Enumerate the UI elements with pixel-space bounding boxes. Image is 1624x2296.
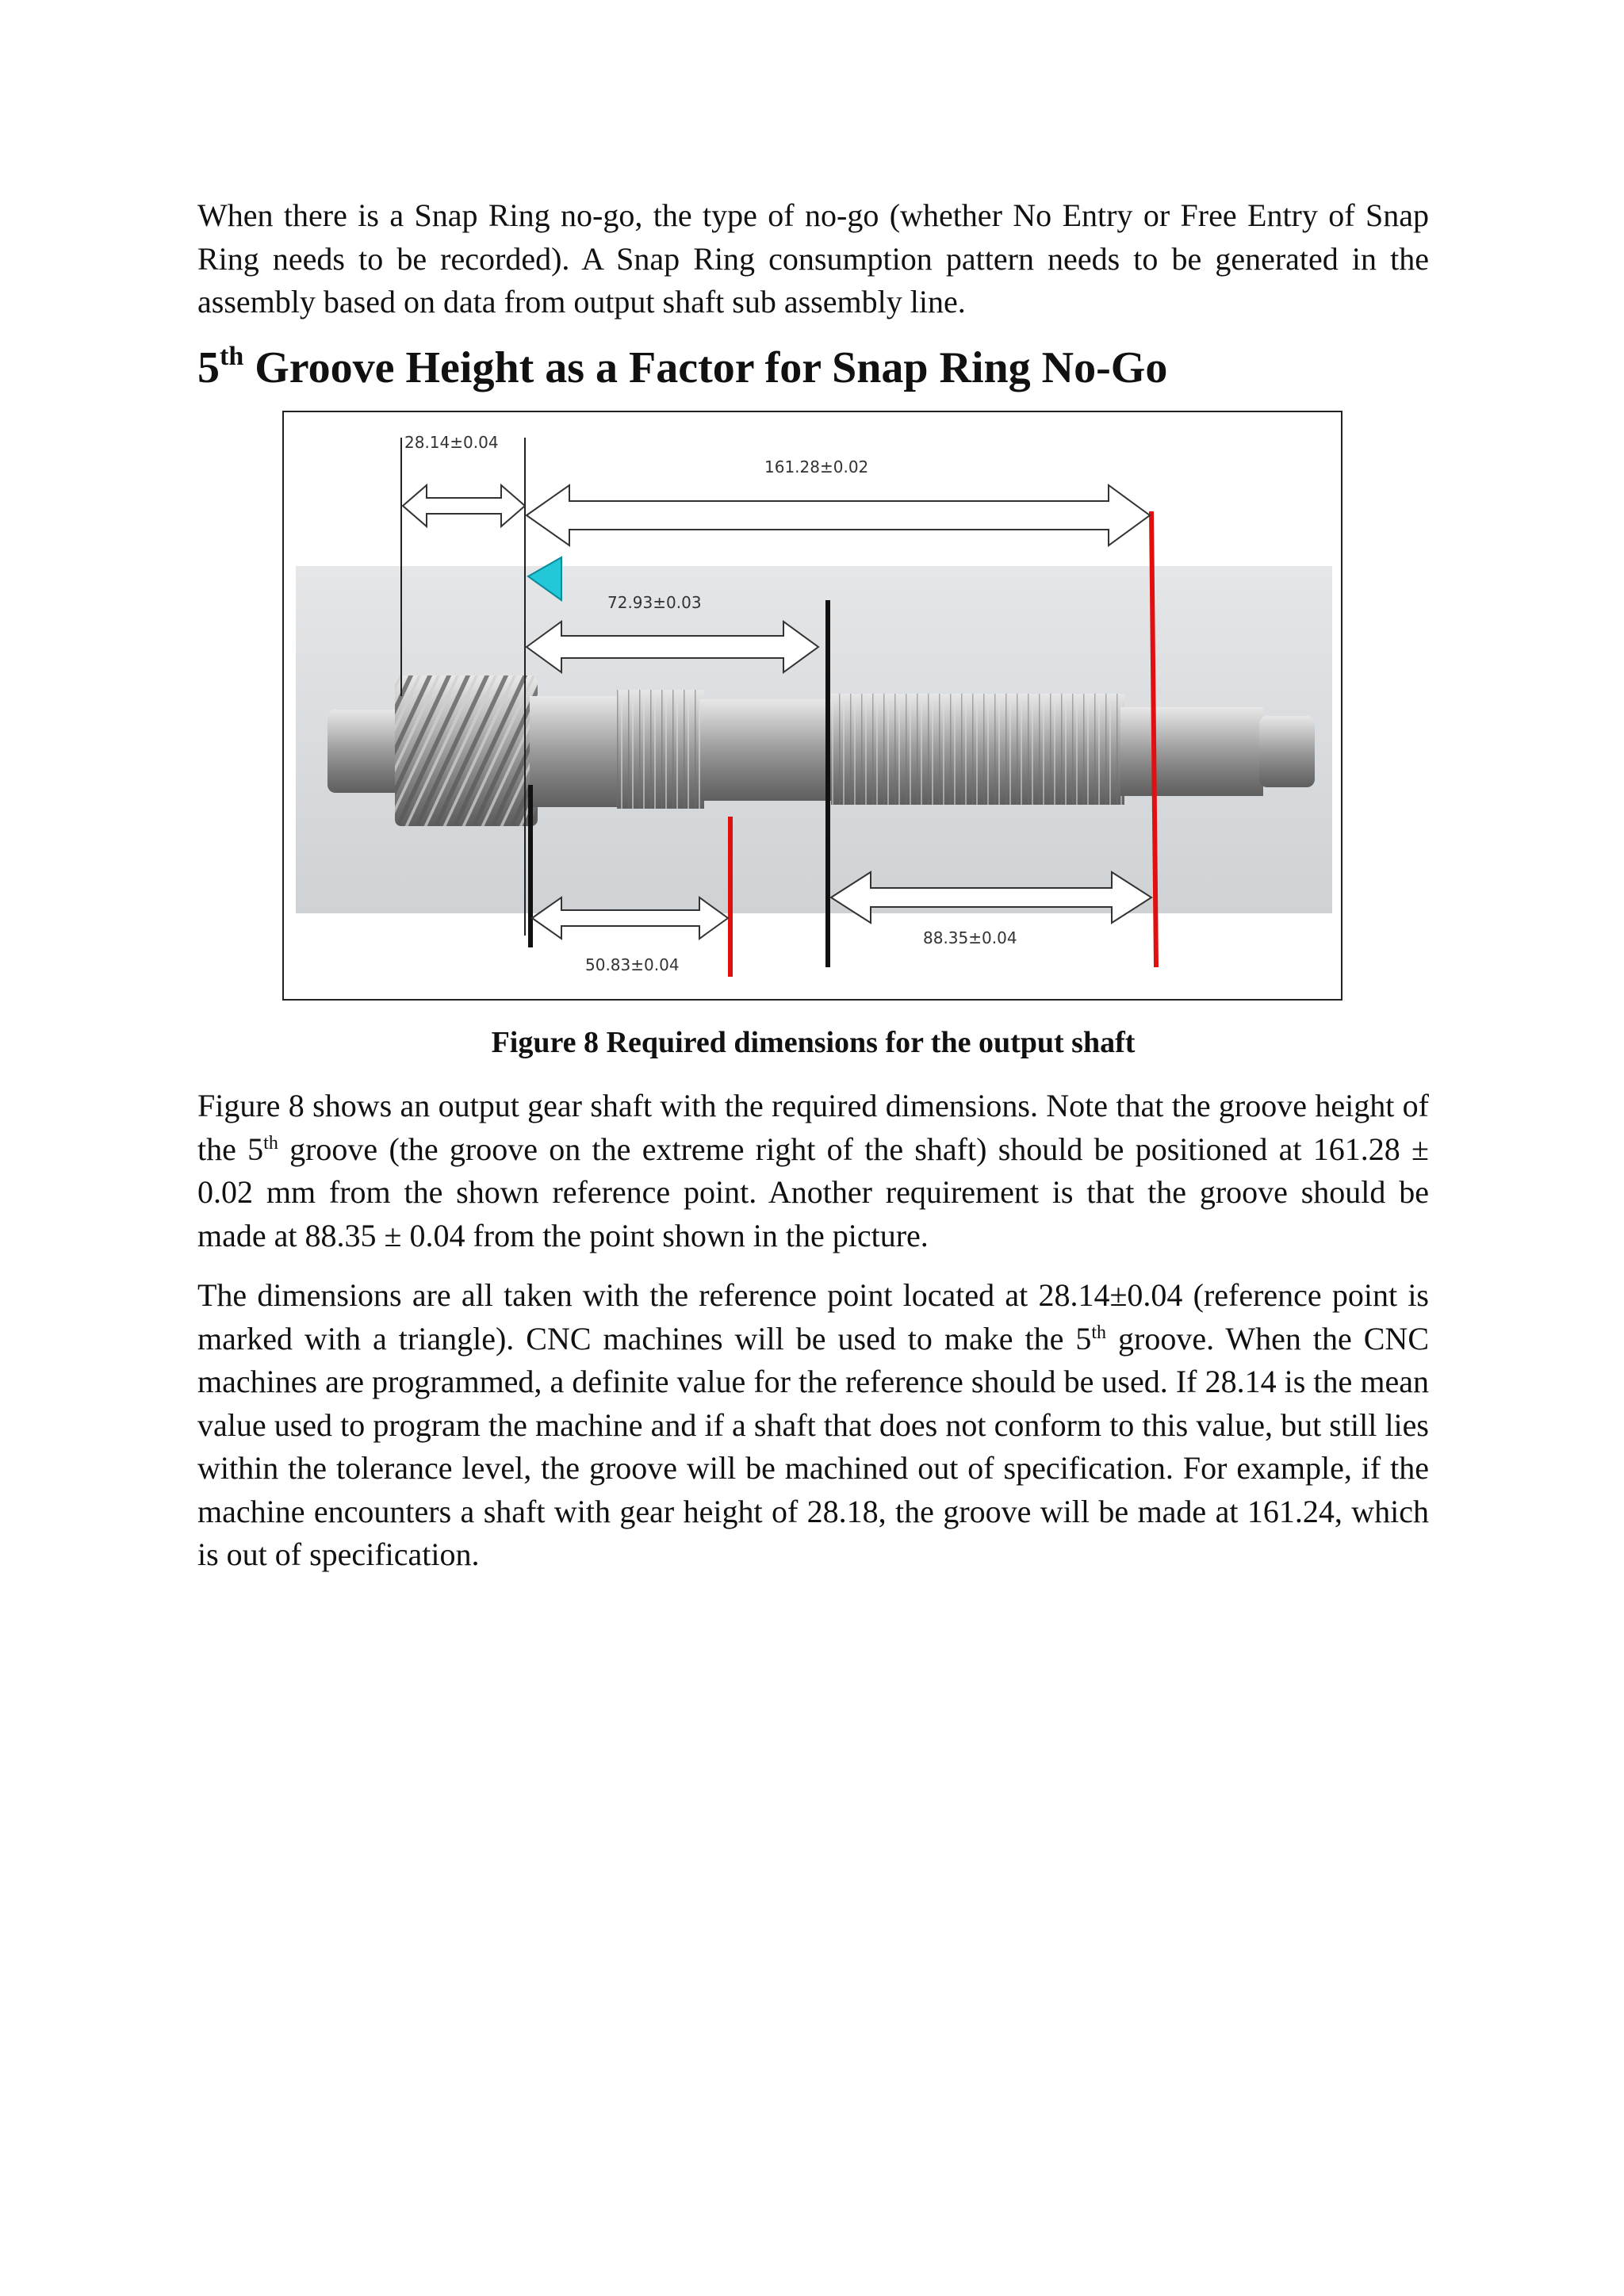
shaft-right-section xyxy=(1120,707,1263,796)
shaft-collar xyxy=(530,696,625,807)
dimension-arrow-161-28 xyxy=(527,485,1150,545)
paragraph3-superscript: th xyxy=(1091,1322,1107,1343)
dimension-label-161-28: 161.28±0.02 xyxy=(764,457,869,476)
dimension-label-28-14: 28.14±0.04 xyxy=(404,433,499,452)
figure-caption: Figure 8 Required dimensions for the output shaft xyxy=(491,1026,1136,1059)
paragraph2-superscript: th xyxy=(263,1132,278,1154)
heading-title: Groove Height as a Factor for Snap Ring No-Go xyxy=(255,343,1168,392)
section-heading xyxy=(197,336,1167,400)
output-shaft-drawing xyxy=(284,412,1342,1001)
heading-ordinal-suffix: th xyxy=(220,342,244,371)
reference-point-paragraph xyxy=(197,1274,1429,1577)
dimension-label-50-83: 50.83±0.04 xyxy=(585,955,680,974)
intro-paragraph: When there is a Snap Ring no-go, the type of no-go (whether No Entry or Free Entry of Snap Ring needs to be recorded). A Snap Ring consumption pattern needs to be generated in the assembly based on data from output shaft sub assembly line. xyxy=(197,197,1429,320)
heading-ordinal: 5 xyxy=(197,343,220,392)
dimension-arrow-28-14 xyxy=(403,485,525,526)
shaft-right-journal xyxy=(1259,716,1315,787)
figure-description-paragraph xyxy=(197,1085,1429,1257)
dimension-label-88-35: 88.35±0.04 xyxy=(923,928,1017,947)
shaft-middle-section xyxy=(700,699,835,801)
paragraph2-text-end: groove (the groove on the extreme right of the shaft) should be positioned at 161.28 ± 0.02 mm from the shown reference point. Another requirement is that the groove should be made at 88.35 ± 0.04 from the point shown in the picture. xyxy=(197,1131,1430,1253)
output-shaft-figure xyxy=(282,411,1342,1001)
dimension-label-72-93: 72.93±0.03 xyxy=(607,593,702,612)
paragraph3-text-start: The dimensions are all taken with the reference point located at 28.14±0.04 (reference point is marked with a triangle). CNC machines will be used to make the 5 xyxy=(197,1277,1429,1357)
paragraph3-text-end: groove. When the CNC machines are programmed, a definite value for the reference should be used. If 28.14 is the mean value used to program the machine and if a shaft that does not conform to this value, but still lies within the tolerance level, the groove will be machined out of specification. For example, if the machine encounters a shaft with gear height of 28.18, the groove will be made at 161.24, which is out of specification. xyxy=(197,1320,1429,1572)
paragraph2-text-start: Figure 8 shows an output gear shaft with the required dimensions. Note that the groove height of the 5 xyxy=(197,1088,1429,1167)
